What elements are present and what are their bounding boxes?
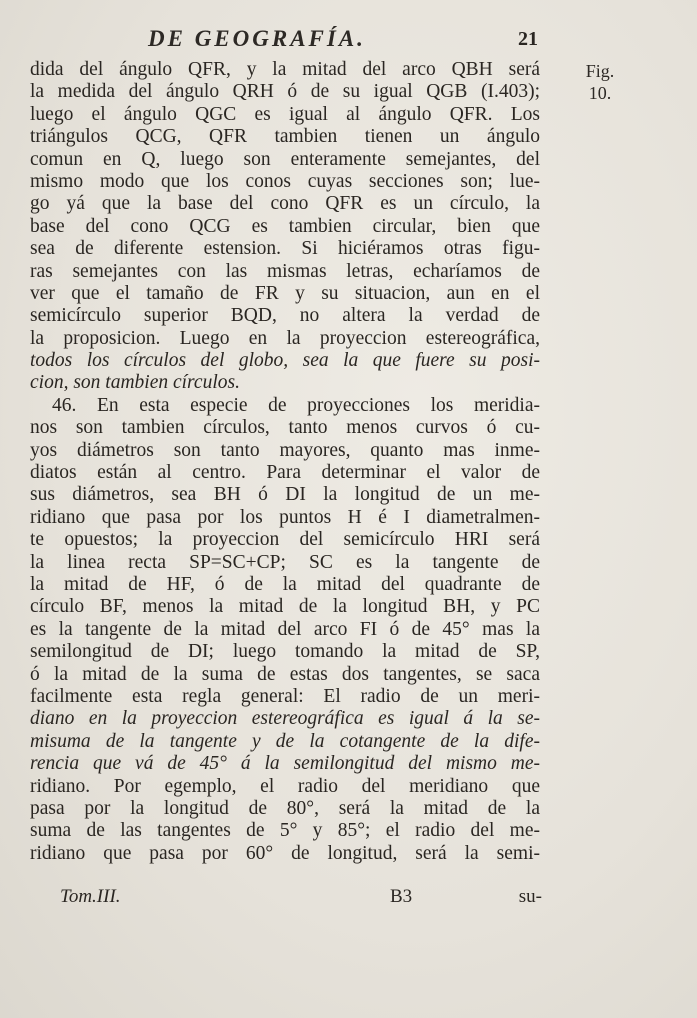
page-header [148,26,538,56]
catchword: su- [518,886,542,907]
text-line: ó la mitad de la suma de estas dos tangentes, se saca [30,663,540,685]
volume-signature: Tom.III. [60,886,121,907]
paragraph-start: 46. En esta especie de proyecciones los meridia- [52,394,540,416]
text-line: ridiano que pasa por 60° de longitud, será la semi- [30,842,540,864]
text-line: la mitad de HF, ó de la mitad del quadrante de [30,573,540,595]
page-number: 21 [518,28,538,50]
text-line: cion, son tambien círculos. [30,372,240,394]
text-line: es la tangente de la mitad del arco FI ó de 45° mas la [30,618,540,640]
text-line: suma de las tangentes de 5° y 85°; el radio del me- [30,820,540,842]
text-line: comun en Q, luego son enteramente semejantes, del [30,148,540,170]
text-line: misuma de la tangente y de la cotangente de la dife- [30,730,540,752]
text-line: te opuestos; la proyeccion del semicírculo HRI será [30,529,540,551]
text-line: facilmente esta regla general: El radio de un meri- [30,685,540,707]
text-line: la medida del ángulo QRH ó de su igual QGB (I.403); [30,81,540,103]
text-line: la proposicion. Luego en la proyeccion estereográfica, [30,327,540,349]
body-text [30,59,540,865]
text-line: yos diámetros son tanto mayores, quanto mas inme- [30,439,540,461]
page-footer [60,886,542,910]
running-title: DE GEOGRAFÍA. [148,26,366,51]
text-line: ridiano que pasa por los puntos H é I diametralmen- [30,506,540,528]
figure-label: Fig. [585,61,615,81]
text-line: luego el ángulo QGC es igual al ángulo QFR. Los [30,103,540,125]
text-line: nos son tambien círculos, tanto menos curvos ó cu- [30,417,540,439]
text-line: ras semejantes con las mismas letras, echaríamos de [30,260,540,282]
text-line: círculo BF, menos la mitad de la longitud BH, y PC [30,596,540,618]
text-line: todos los círculos del globo, sea la que fuere su posi- [30,350,540,372]
text-line: semilongitud de DI; luego tomando la mitad de SP, [30,641,540,663]
text-line: semicírculo superior BQD, no altera la verdad de [30,305,540,327]
text-line: rencia que vá de 45° á la semilongitud del mismo me- [30,753,540,775]
text-line: diano en la proyeccion estereográfica es igual á la se- [30,708,540,730]
figure-number: 10. [588,83,612,103]
text-line: triángulos QCG, QFR tambien tienen un ángulo [30,126,540,148]
text-line: sea de diferente estension. Si hiciéramos otras figu- [30,238,540,260]
text-line: diatos están al centro. Para determinar el valor de [30,462,540,484]
text-line: sus diámetros, sea BH ó DI la longitud de un me- [30,484,540,506]
text-line: mismo modo que los conos cuyas secciones son; lue- [30,170,540,192]
figure-reference [565,60,635,104]
text-line: la linea recta SP=SC+CP; SC es la tangente de [30,551,540,573]
signature-mark: B3 [390,886,413,907]
text-line: go yá que la base del cono QFR es un círculo, la [30,193,540,215]
text-line: ridiano. Por egemplo, el radio del meridiano que [30,775,540,797]
text-line: base del cono QCG es tambien circular, bien que [30,215,540,237]
text-line: pasa por la longitud de 80°, será la mitad de la [30,797,540,819]
text-line: dida del ángulo QFR, y la mitad del arco QBH será [30,59,540,80]
text-line: ver que el tamaño de FR y su situacion, aun en el [30,282,540,304]
